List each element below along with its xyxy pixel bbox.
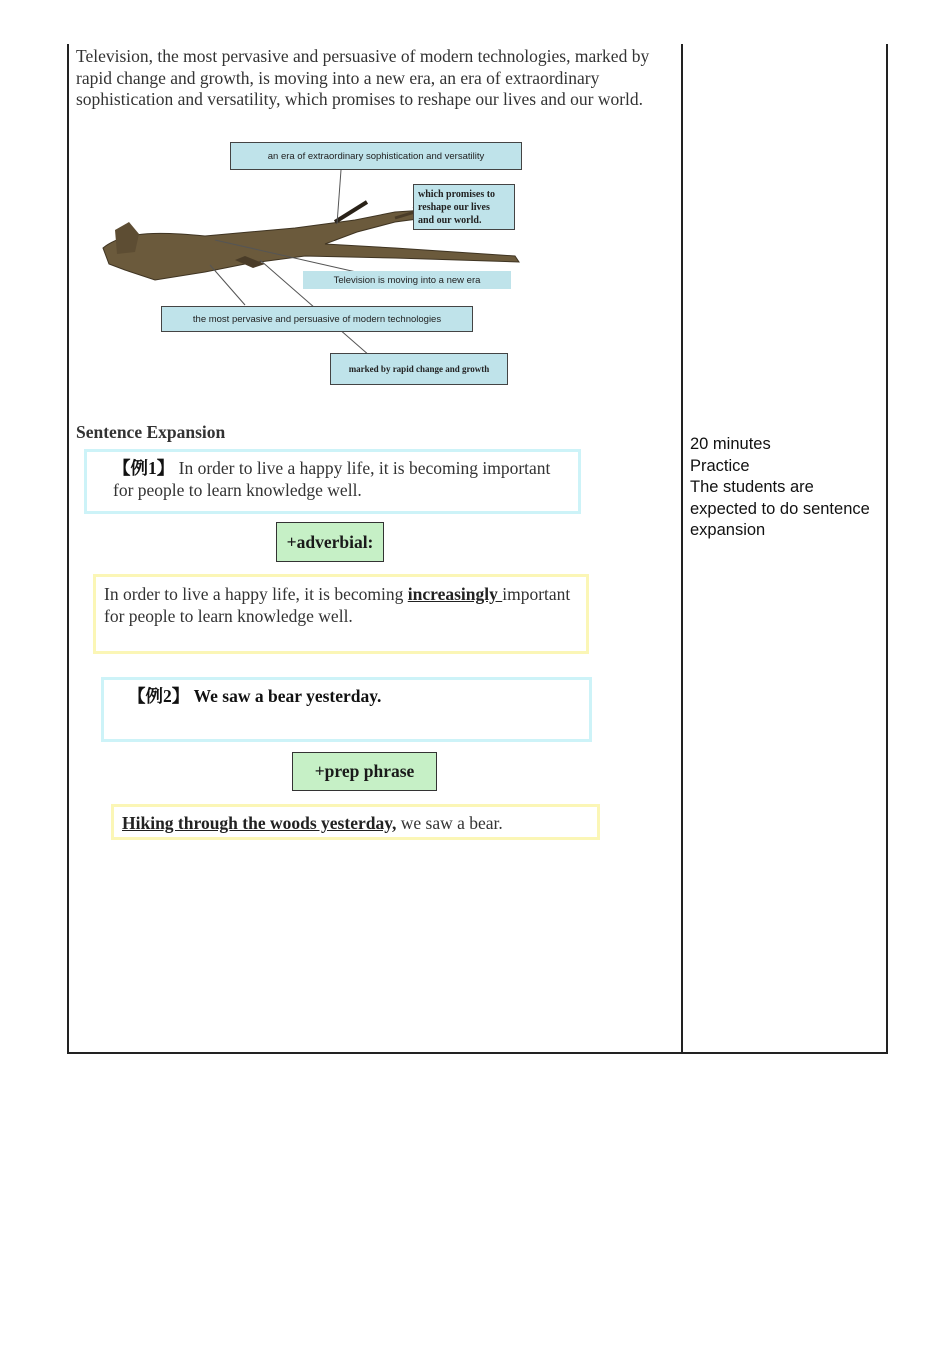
example2-marker: 【例2】 — [128, 686, 190, 706]
example2-result-highlight: Hiking through the woods yesterday, — [122, 813, 397, 833]
label-marked: marked by rapid change and growth — [330, 353, 508, 385]
example1-sentence: In order to live a happy life, it is becoming important for people to learn knowledge well. — [113, 458, 551, 500]
label-main-clause: Television is moving into a new era — [303, 271, 511, 289]
example1-result-box — [93, 574, 589, 654]
example2-result-box — [111, 804, 600, 840]
example1-marker: 【例1】 — [113, 458, 175, 478]
example2-result-after: we saw a bear. — [396, 813, 503, 833]
label-promises-line-3: and our world. — [418, 214, 482, 226]
adverbial-tag: +adverbial: — [276, 522, 384, 562]
example1-result-before: In order to live a happy life, it is becoming — [104, 584, 408, 604]
example1-result-highlight: increasingly — [407, 584, 503, 604]
example2-sentence: We saw a bear yesterday. — [189, 686, 382, 706]
side-note-description: The students are expected to do sentence expansion — [690, 478, 870, 539]
side-note-activity: Practice — [690, 456, 750, 475]
example1-box — [84, 449, 581, 514]
label-promises-line-2: reshape our lives — [418, 201, 490, 213]
example1-result-after: important for people to learn knowledge well. — [104, 584, 571, 626]
prep-phrase-tag: +prep phrase — [292, 752, 437, 791]
label-pervasive: the most pervasive and persuasive of modern technologies — [161, 306, 473, 332]
label-promises — [413, 184, 515, 230]
column-divider — [681, 44, 683, 1054]
intro-paragraph: Television, the most pervasive and persuasive of modern technologies, marked by rapid change and growth, is moving into a new era, an era of extraordinary sophistication and versatility, which promises to reshape our lives and our world. — [76, 46, 650, 109]
side-note-duration: 20 minutes — [690, 435, 771, 453]
example2-box — [101, 677, 592, 742]
sentence-tree-diagram — [95, 140, 535, 390]
label-promises-line-1: which promises to — [418, 188, 496, 200]
label-era: an era of extraordinary sophistication and versatility — [230, 142, 522, 170]
side-note — [690, 434, 880, 542]
section-heading: Sentence Expansion — [76, 422, 226, 442]
